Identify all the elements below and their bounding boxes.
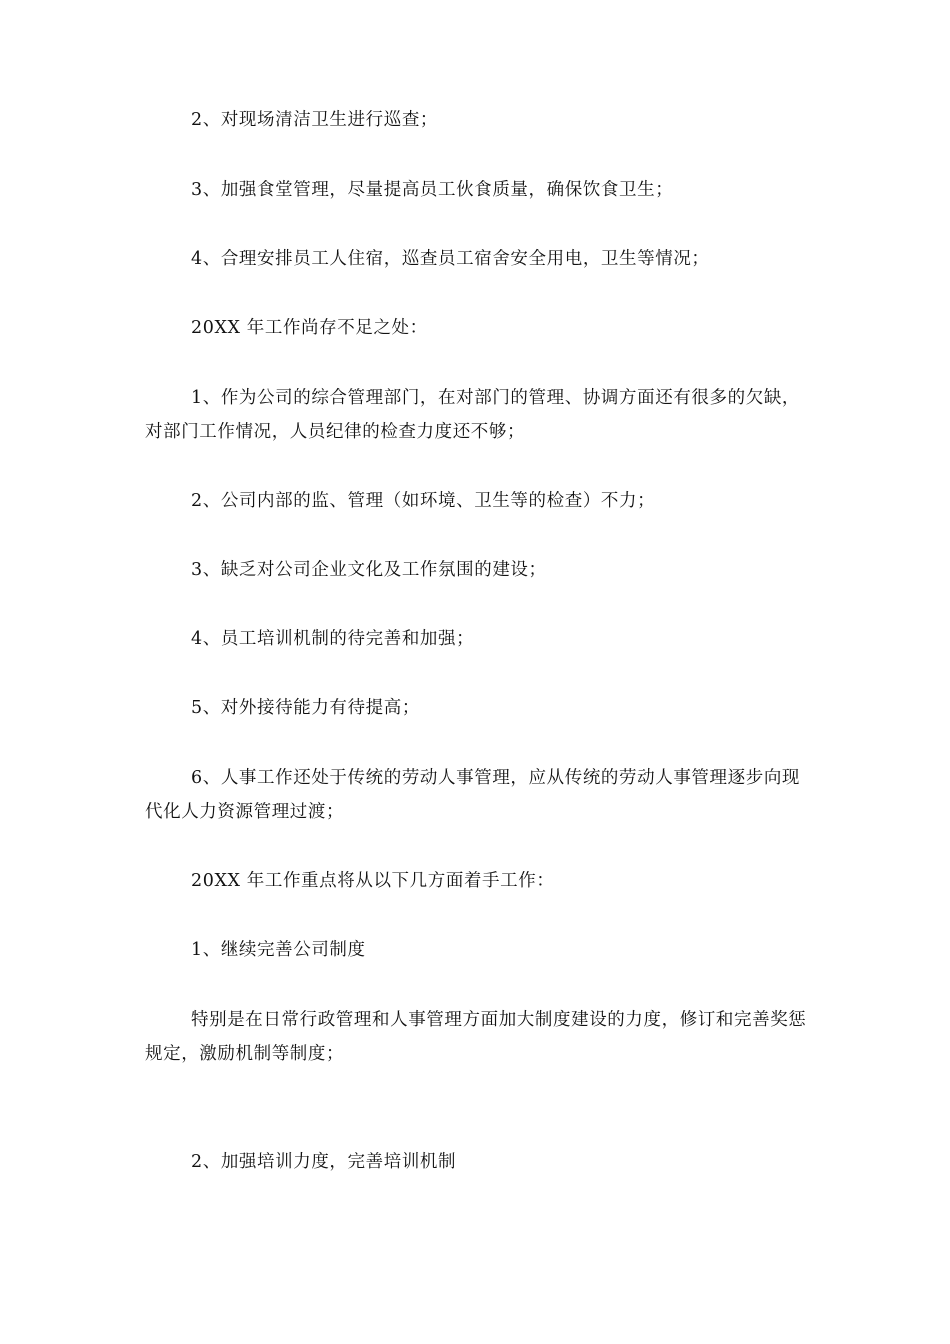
paragraph-shortcoming-3: 3、缺乏对公司企业文化及工作氛围的建设； <box>191 560 547 580</box>
paragraph-item-2-cleaning: 2、对现场清洁卫生进行巡查； <box>191 110 439 130</box>
paragraph-shortcoming-5: 5、对外接待能力有待提高； <box>191 698 420 718</box>
paragraph-priority-2-title: 2、加强培训力度，完善培训机制 <box>191 1152 457 1172</box>
paragraph-item-3-canteen: 3、加强食堂管理，尽量提高员工伙食质量，确保饮食卫生； <box>191 180 674 200</box>
paragraph-shortcoming-1: 1、作为公司的综合管理部门，在对部门的管理、协调方面还有很多的欠缺，对部门工作情况，人员纪律的检查力度还不够； <box>145 388 801 442</box>
paragraph-priority-1-detail: 特别是在日常行政管理和人事管理方面加大制度建设的力度，修订和完善奖惩规定，激励机制等制度； <box>145 1010 807 1064</box>
paragraph-shortcoming-4: 4、员工培训机制的待完善和加强； <box>191 629 475 649</box>
paragraph-shortcoming-6: 6、人事工作还处于传统的劳动人事管理，应从传统的劳动人事管理逐步向现代化人力资源管理过渡； <box>145 768 801 822</box>
paragraph-priority-1-title: 1、继续完善公司制度 <box>191 940 366 960</box>
paragraph-shortcoming-2: 2、公司内部的监、管理（如环境、卫生等的检查）不力； <box>191 491 656 511</box>
paragraph-item-4-dormitory: 4、合理安排员工人住宿，巡查员工宿舍安全用电，卫生等情况； <box>191 249 710 269</box>
section-heading-shortcomings: 20XX 年工作尚存不足之处： <box>191 318 428 338</box>
section-heading-priorities: 20XX 年工作重点将从以下几方面着手工作： <box>191 871 555 891</box>
